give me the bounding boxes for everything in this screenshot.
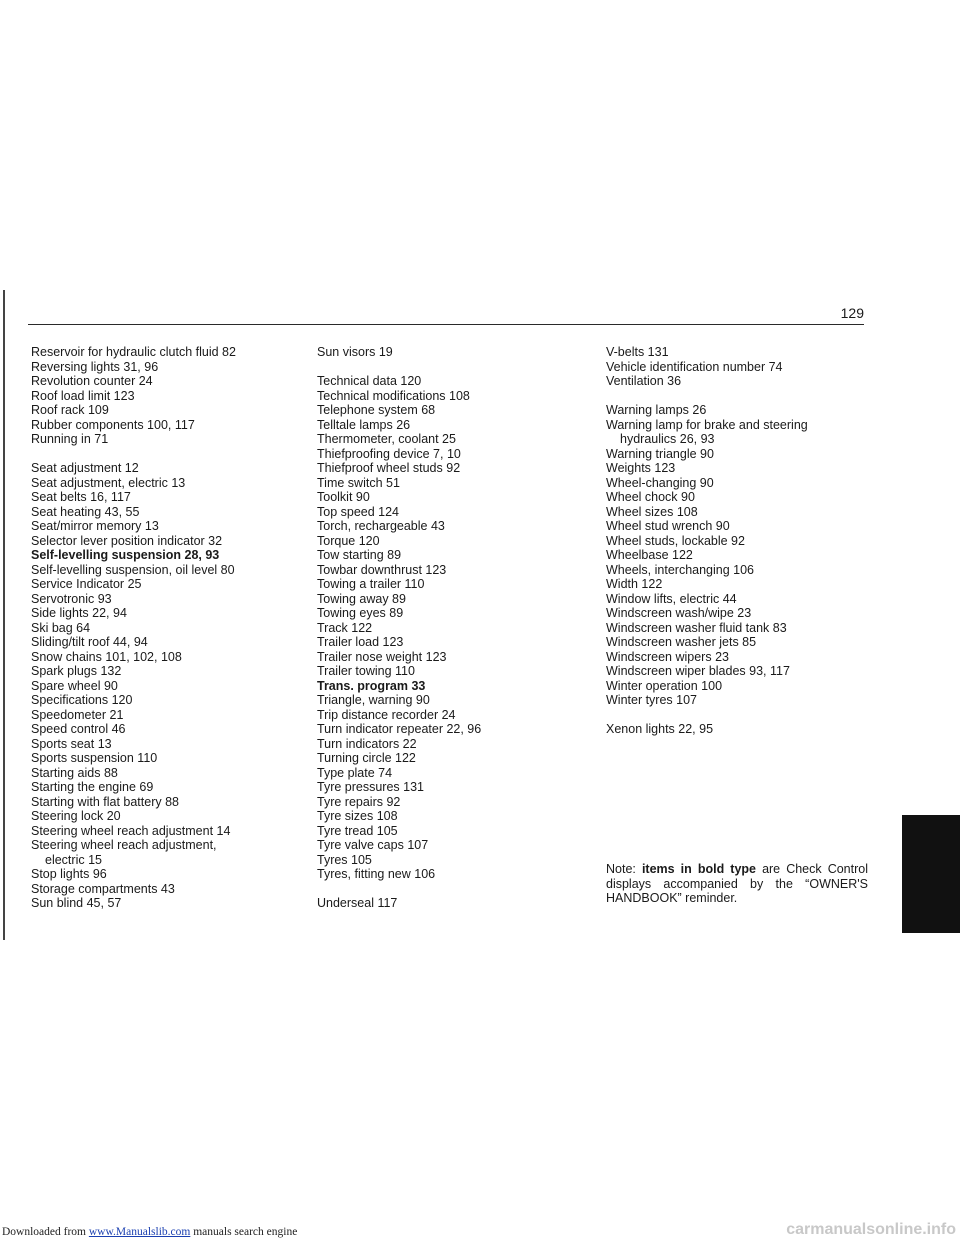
manualslib-link[interactable]: www.Manualslib.com — [88, 1226, 191, 1238]
index-entry: Warning lamp for brake and steering — [606, 417, 808, 432]
index-gap — [606, 708, 871, 723]
index-entry: Telltale lamps 26 — [317, 417, 411, 432]
index-entry: Specifications 120 — [31, 693, 133, 707]
index-entry: Underseal 117 — [317, 896, 398, 910]
index-column-1 — [31, 345, 291, 911]
index-entry: Self-levelling suspension, oil level 80 — [31, 562, 235, 577]
note-bold: items in bold type — [641, 862, 756, 876]
index-entry: Wheel stud wrench 90 — [606, 519, 730, 533]
index-entry: Sports suspension 110 — [31, 751, 158, 765]
index-entry: Tyres, fitting new 106 — [317, 867, 436, 881]
index-entry: Time switch 51 — [317, 475, 400, 490]
index-entry: Steering wheel reach adjustment, — [31, 838, 217, 852]
index-entry: electric 15 — [45, 852, 102, 867]
index-entry: Sliding/tilt roof 44, 94 — [31, 635, 148, 649]
index-entry: Track 122 — [317, 620, 373, 635]
index-entry: Thiefproof wheel studs 92 — [317, 461, 461, 475]
index-entry: Thiefproofing device 7, 10 — [317, 446, 461, 461]
index-entry: Trailer nose weight 123 — [317, 649, 447, 664]
index-entry: Sports seat 13 — [31, 736, 112, 751]
index-entry: Seat belts 16, 117 — [31, 490, 131, 504]
index-entry: Reservoir for hydraulic clutch fluid 82 — [31, 345, 236, 359]
index-entry: Servotronic 93 — [31, 591, 112, 606]
note-suffix: are Check Control displays accompanied by the “OWNER'S HANDBOOK” reminder. — [606, 862, 868, 905]
index-entry: Steering lock 20 — [31, 809, 121, 823]
index-entry: Triangle, warning 90 — [317, 693, 430, 707]
index-column-3 — [606, 345, 871, 737]
bold-type-note — [606, 862, 868, 906]
index-entry: Self-levelling suspension 28, 93 — [31, 548, 220, 562]
index-entry: Wheel-changing 90 — [606, 475, 714, 490]
index-entry: Wheel sizes 108 — [606, 504, 698, 519]
index-entry: Seat adjustment, electric 13 — [31, 475, 186, 490]
index-entry: Toolkit 90 — [317, 490, 370, 504]
index-entry: Type plate 74 — [317, 765, 393, 780]
index-entry: Wheelbase 122 — [606, 548, 693, 562]
index-entry: Sun blind 45, 57 — [31, 896, 122, 910]
index-entry: Towing a trailer 110 — [317, 577, 425, 591]
index-entry: V-belts 131 — [606, 345, 669, 359]
index-gap — [317, 360, 567, 375]
index-gap — [31, 447, 291, 462]
index-entry: Technical data 120 — [317, 374, 422, 388]
index-entry: Steering wheel reach adjustment 14 — [31, 823, 231, 838]
footer-suffix: manuals search engine — [190, 1226, 298, 1238]
index-entry: Revolution counter 24 — [31, 374, 153, 388]
index-entry: Torch, rechargeable 43 — [317, 519, 445, 533]
index-entry: Window lifts, electric 44 — [606, 591, 737, 606]
index-entry: Turn indicator repeater 22, 96 — [317, 722, 482, 736]
index-entry: Winter tyres 107 — [606, 693, 698, 707]
download-footer — [2, 1226, 297, 1238]
index-entry: Towing away 89 — [317, 591, 406, 606]
index-entry: Seat/mirror memory 13 — [31, 519, 159, 533]
index-entry: Trailer load 123 — [317, 635, 404, 649]
index-entry: Ventilation 36 — [606, 374, 682, 388]
index-entry: Windscreen washer jets 85 — [606, 635, 757, 649]
index-entry: Speedometer 21 — [31, 707, 124, 722]
index-entry: Trans. program 33 — [317, 678, 426, 693]
index-entry: Reversing lights 31, 96 — [31, 359, 159, 374]
note-prefix: Note: — [606, 862, 642, 876]
index-entry: Windscreen washer fluid tank 83 — [606, 620, 787, 635]
index-entry: Running in 71 — [31, 432, 109, 446]
index-entry: Turn indicators 22 — [317, 736, 417, 751]
index-entry: Turning circle 122 — [317, 751, 416, 765]
index-entry: Rubber components 100, 117 — [31, 417, 195, 432]
index-entry: Tyre sizes 108 — [317, 809, 398, 823]
index-entry: Tyre tread 105 — [317, 823, 398, 838]
index-gap — [606, 389, 871, 404]
index-entry: Trailer towing 110 — [317, 664, 415, 678]
index-entry: Ski bag 64 — [31, 620, 91, 635]
index-gap — [317, 882, 567, 897]
index-entry: Torque 120 — [317, 533, 380, 548]
index-entry: Top speed 124 — [317, 504, 400, 519]
index-entry: Warning triangle 90 — [606, 446, 714, 461]
index-entry: Technical modifications 108 — [317, 388, 470, 403]
page-number: 129 — [840, 305, 864, 321]
thumb-index-tab — [902, 815, 960, 933]
index-entry: Snow chains 101, 102, 108 — [31, 649, 182, 664]
index-entry: Service Indicator 25 — [31, 577, 142, 591]
index-entry: Storage compartments 43 — [31, 881, 175, 896]
index-entry: Speed control 46 — [31, 722, 126, 736]
index-entry: Wheel studs, lockable 92 — [606, 533, 745, 548]
index-entry: Wheels, interchanging 106 — [606, 562, 755, 577]
index-entry: Telephone system 68 — [317, 403, 436, 417]
index-entry: Windscreen wipers 23 — [606, 649, 729, 664]
scan-edge-line — [3, 290, 5, 940]
footer-prefix: Downloaded from — [2, 1226, 89, 1238]
index-entry: Seat adjustment 12 — [31, 461, 139, 475]
index-entry: Wheel chock 90 — [606, 490, 695, 504]
index-entry: Sun visors 19 — [317, 345, 393, 359]
header-rule — [28, 324, 864, 325]
index-entry: Seat heating 43, 55 — [31, 504, 140, 519]
index-entry: Stop lights 96 — [31, 867, 107, 881]
index-entry: Spare wheel 90 — [31, 678, 118, 693]
index-entry: Tyre valve caps 107 — [317, 838, 429, 852]
index-entry: Warning lamps 26 — [606, 403, 707, 417]
index-entry: Windscreen wash/wipe 23 — [606, 606, 752, 620]
index-entry: Thermometer, coolant 25 — [317, 432, 456, 446]
index-entry: Tyre pressures 131 — [317, 780, 424, 794]
index-entry: Windscreen wiper blades 93, 117 — [606, 664, 790, 678]
index-entry: Side lights 22, 94 — [31, 606, 127, 620]
index-entry: Weights 123 — [606, 461, 676, 475]
index-entry: Starting with flat battery 88 — [31, 794, 179, 809]
index-entry: hydraulics 26, 93 — [620, 432, 715, 446]
index-entry: Winter operation 100 — [606, 678, 723, 693]
index-entry: Width 122 — [606, 577, 663, 591]
watermark: carmanualsonline.info — [786, 1221, 956, 1238]
index-entry: Roof load limit 123 — [31, 388, 135, 403]
index-entry: Tyres 105 — [317, 852, 372, 867]
index-entry: Towing eyes 89 — [317, 606, 404, 620]
index-entry: Spark plugs 132 — [31, 664, 122, 678]
index-entry: Tow starting 89 — [317, 548, 402, 562]
index-entry: Roof rack 109 — [31, 403, 109, 417]
index-entry: Towbar downthrust 123 — [317, 562, 447, 577]
index-entry: Starting aids 88 — [31, 765, 118, 780]
index-entry: Selector lever position indicator 32 — [31, 533, 223, 548]
index-entry: Trip distance recorder 24 — [317, 707, 456, 722]
index-entry: Vehicle identification number 74 — [606, 359, 783, 374]
index-entry: Xenon lights 22, 95 — [606, 722, 714, 736]
index-entry: Starting the engine 69 — [31, 780, 154, 794]
index-column-2 — [317, 345, 567, 911]
index-entry: Tyre repairs 92 — [317, 794, 401, 809]
